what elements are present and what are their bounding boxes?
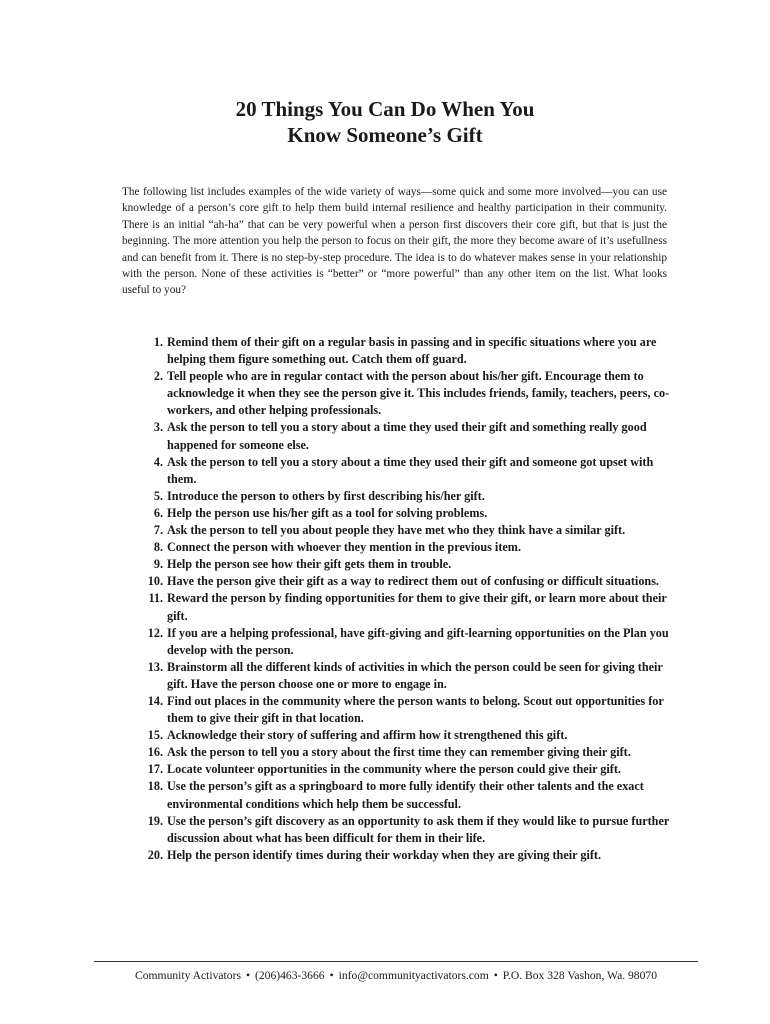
list-item <box>137 659 672 693</box>
list-item-text: Ask the person to tell you about people they have met who they think have a similar gift. <box>167 523 626 538</box>
title-line-1: 20 Things You Can Do When You <box>235 97 535 121</box>
list-item-text: Ask the person to tell you a story about the first time they can remember giving their gift. <box>167 745 631 760</box>
list-item-number: 10. <box>147 574 163 589</box>
intro-paragraph: The following list includes examples of the wide variety of ways—some quick and some more involved—you can use knowledge of a person’s core gift to help them build internal resilience and healthy participation in their community. There is an initial “ah-ha” that can be very powerful when a person first discovers their core gift, but that is just the beginning. The more attention you help the person to focus on their gift, the more they become aware of it’s usefullness and can benefit from it. There is no step-by-step procedure. The idea is to do whatever makes sense in your relationship with the person. None of these activities is “better” or “more powerful” than any other item on the list. What looks useful to you? <box>122 186 667 297</box>
list-item <box>137 625 672 659</box>
list-item-text: Connect the person with whoever they mention in the previous item. <box>167 540 521 555</box>
footer-address: P.O. Box 328 Vashon, Wa. 98070 <box>502 969 657 982</box>
list-item <box>137 505 672 522</box>
list-item-text: Help the person identify times during their workday when they are giving their gift. <box>167 847 602 862</box>
list-item <box>137 847 672 864</box>
list-item-text: Reward the person by finding opportunities for them to give their gift, or learn more about their gift. <box>167 591 667 623</box>
list-item-text: Help the person see how their gift gets them in trouble. <box>167 557 452 572</box>
footer-phone: (206)463-3666 <box>255 969 325 982</box>
list-item <box>137 761 672 778</box>
list-item-text: Use the person’s gift discovery as an opportunity to ask them if they would like to pursue further discussion about what has been difficult for them in their life. <box>167 813 670 845</box>
list-item-number: 4. <box>153 454 163 469</box>
list-item-number: 12. <box>147 625 163 640</box>
list-item-text: Have the person give their gift as a way to redirect them out of confusing or difficult situations. <box>167 574 659 589</box>
list-item <box>137 454 672 488</box>
list-item-text: If you are a helping professional, have gift-giving and gift-learning opportunities on the Plan you develop with the person. <box>167 625 669 657</box>
list-item-text: Brainstorm all the different kinds of activities in which the person could be seen for giving their gift. Have the person choose one or more to engage in. <box>167 659 663 691</box>
list-item-number: 5. <box>153 488 163 503</box>
list-item-number: 3. <box>153 420 163 435</box>
list-item <box>137 813 672 847</box>
list-item <box>137 744 672 761</box>
list-item-number: 11. <box>148 591 163 606</box>
list-item-text: Help the person use his/her gift as a tool for solving problems. <box>167 505 488 520</box>
list-item <box>137 522 672 539</box>
page-title <box>0 96 770 148</box>
list-item-number: 14. <box>147 693 163 708</box>
footer-divider <box>94 961 698 962</box>
list-item <box>137 778 672 812</box>
list-item-number: 17. <box>147 762 163 777</box>
list-item-text: Ask the person to tell you a story about a time they used their gift and someone got upset with them. <box>167 454 654 486</box>
list-item-number: 7. <box>153 523 163 538</box>
title-line-2: Know Someone’s Gift <box>287 123 483 147</box>
footer-email: info@communityactivators.com <box>338 969 489 982</box>
footer-org: Community Activators <box>135 969 241 982</box>
list-item <box>137 539 672 556</box>
list-item-number: 18. <box>147 779 163 794</box>
gift-activities-list <box>137 334 672 864</box>
list-item-text: Locate volunteer opportunities in the community where the person could give their gift. <box>167 762 621 777</box>
list-item-number: 6. <box>153 505 163 520</box>
list-item <box>137 556 672 573</box>
list-item-text: Tell people who are in regular contact with the person about his/her gift. Encourage them to acknowledge it when they see the person give it. This includes friends, family, teachers, peers, co-workers, and other helping professionals. <box>167 369 670 418</box>
list-item-number: 15. <box>147 728 163 743</box>
list-item-number: 20. <box>147 847 163 862</box>
list-item-text: Remind them of their gift on a regular basis in passing and in specific situations where you are helping them figure something out. Catch them off guard. <box>167 335 657 367</box>
list-item <box>137 573 672 590</box>
list-item-number: 19. <box>147 813 163 828</box>
list-item-number: 2. <box>153 369 163 384</box>
footer <box>94 968 698 983</box>
list-item <box>137 419 672 453</box>
list-item <box>137 590 672 624</box>
list-item-text: Use the person’s gift as a springboard to more fully identify their other talents and the exact environmental conditions which help them be successful. <box>167 779 644 811</box>
list-item-number: 8. <box>153 540 163 555</box>
list-item <box>137 488 672 505</box>
list-item-number: 13. <box>147 659 163 674</box>
list-item <box>137 727 672 744</box>
list-item <box>137 368 672 419</box>
list-item <box>137 334 672 368</box>
list-item-number: 9. <box>153 557 163 572</box>
list-item-number: 1. <box>153 335 163 349</box>
list-item-text: Introduce the person to others by first describing his/her gift. <box>167 488 485 503</box>
list-item-text: Find out places in the community where the person wants to belong. Scout out opportunities for them to give their gift in that location. <box>167 693 664 726</box>
footer-separator: • <box>329 969 334 982</box>
list-item <box>137 693 672 727</box>
list-item-text: Ask the person to tell you a story about a time they used their gift and something really good happened for someone else. <box>167 420 647 452</box>
footer-separator: • <box>493 969 498 982</box>
list-item-text: Acknowledge their story of suffering and affirm how it strengthened this gift. <box>167 728 568 743</box>
list-item-number: 16. <box>147 745 163 760</box>
footer-separator: • <box>245 969 251 982</box>
